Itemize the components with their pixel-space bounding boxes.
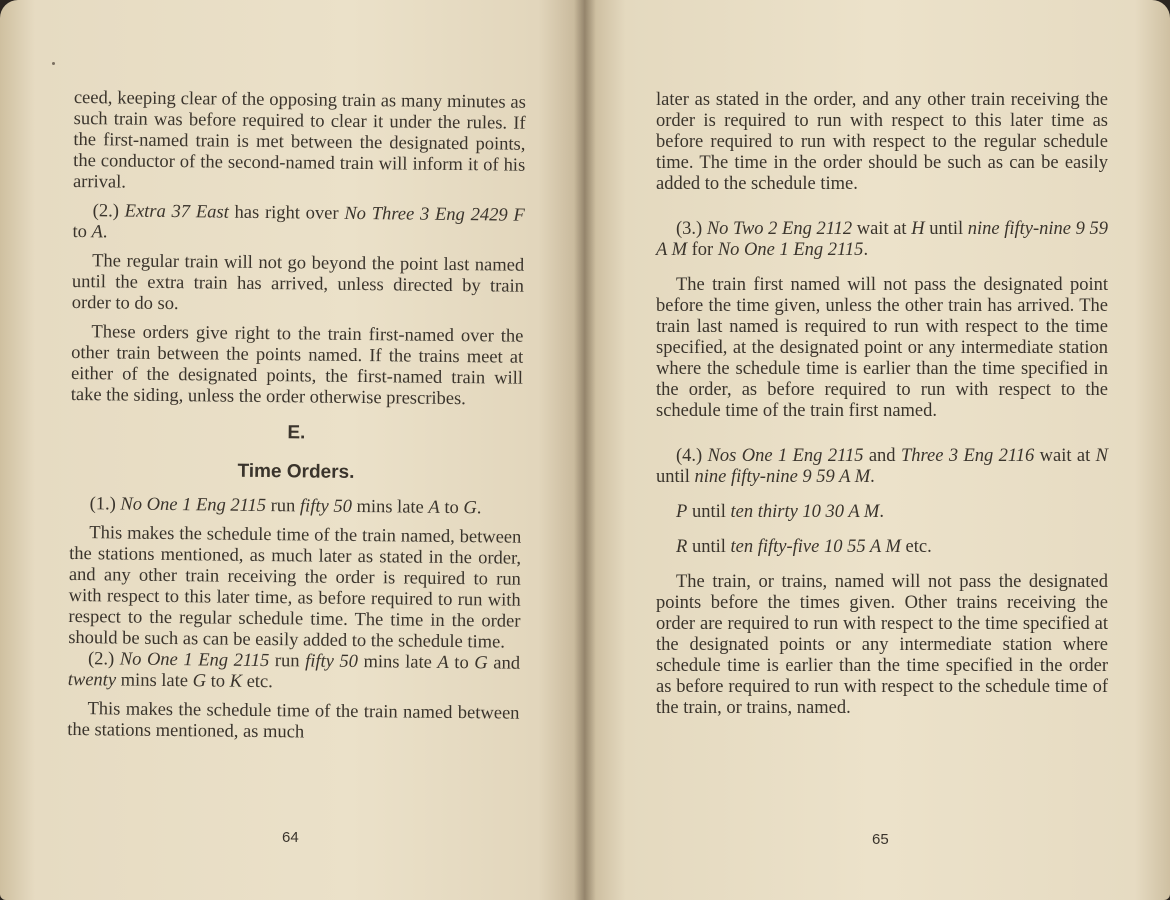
paragraph: later as stated in the order, and any other train receiving the order is required to run with respect to this later time as before required to run with respect to the regular schedule time. The time in the order should be such as can be easily added to the schedule time. <box>656 90 1108 194</box>
text-run: to <box>444 497 459 519</box>
text-run: until <box>691 502 726 522</box>
text-run: and <box>868 446 896 466</box>
text-run: run <box>270 496 296 517</box>
station-ref: A <box>428 497 440 518</box>
clause-number: (1.) <box>89 494 116 515</box>
paragraph-time-order-1 <box>70 494 522 520</box>
text-run: until <box>656 467 690 487</box>
text-run: until <box>691 537 726 557</box>
page-number: 64 <box>282 829 299 846</box>
section-title: Time Orders. <box>237 460 355 483</box>
paragraph-time-order-3 <box>656 219 1108 261</box>
text-run: mins late <box>356 496 424 518</box>
time-ref: nine fifty-nine 9 59 A M <box>656 219 1108 260</box>
speck <box>52 62 55 65</box>
station-ref: K <box>229 671 243 692</box>
clause-number: (2.) <box>92 201 120 222</box>
time-ref: fifty 50 <box>305 651 359 673</box>
paragraph: The regular train will not go beyond the point last named until the extra train has arrived, unless directed by train order to do so. <box>71 251 525 315</box>
text-run: for <box>691 240 714 260</box>
clause-number: (2.) <box>87 649 115 670</box>
left-page-text <box>67 88 526 746</box>
train-ref: No One 1 Eng 2115 <box>120 494 267 517</box>
train-ref: No One 1 Eng 2115 <box>717 240 864 260</box>
text-run: until <box>929 219 964 239</box>
paragraph: The train, or trains, named will not pass the designated points before the times given. Other trains receiving the order are required to run with respect to the time specified at the designated points or any intermediate station where schedule time is earlier than the time specified in the order as before required to run with respect to the schedule time of the train, or trains, named. <box>656 572 1108 718</box>
paragraph-time-order-2 <box>68 649 520 696</box>
train-ref: No One 1 Eng 2115 <box>119 649 270 672</box>
paragraph: The train first named will not pass the designated point before the time given, unless the other train has arrived. The train last named is required to run with respect to the time specified, at the designated point or any intermediate station where the schedule time is earlier than the time specified in the order, as before required to run with respect to the schedule time of the train first named. <box>656 275 1108 421</box>
paragraph: This makes the schedule time of the train named between the stations mentioned, as much <box>67 699 520 743</box>
clause-number: (3.) <box>676 219 703 239</box>
paragraph-time-order-4 <box>656 446 1108 488</box>
text-run: and <box>493 653 521 674</box>
text-run: has right over <box>234 202 339 224</box>
train-ref: Nos One 1 Eng 2115 <box>707 446 864 466</box>
punctuation: . <box>879 502 884 522</box>
punctuation: . <box>870 467 875 487</box>
paragraph: These orders give right to the train first-named over the other train between the points named. If the trains meet at either of the designated points, the first-named train will take the siding, unless the order otherwise prescribes. <box>70 322 524 410</box>
clause-number: (4.) <box>676 446 703 466</box>
text-run: wait at <box>856 219 907 239</box>
text-run: mins late <box>120 670 189 692</box>
punctuation: . <box>102 222 108 243</box>
station-ref: N <box>1095 446 1108 466</box>
station-ref: H <box>911 219 925 239</box>
time-ref: ten thirty 10 30 A M <box>730 502 880 522</box>
text-run: mins late <box>363 652 432 673</box>
train-ref: Extra 37 East <box>124 201 229 223</box>
train-ref: Three 3 Eng 2116 <box>900 446 1035 466</box>
paragraph: ceed, keeping clear of the opposing train as many minutes as such train was before required to clear it under the rules. If the first-named train is met between the designated points, the conductor of the second-named train will inform it of his arrival. <box>72 88 526 193</box>
station-ref: A <box>91 222 103 243</box>
punctuation: . <box>863 240 869 260</box>
station-ref: P <box>676 502 688 522</box>
station-ref: G <box>463 498 477 519</box>
paragraph-extra-order <box>72 201 524 248</box>
text-run: etc. <box>905 537 932 557</box>
book-gutter <box>574 0 596 900</box>
station-ref: G <box>474 653 488 674</box>
order-line-p <box>656 502 1108 523</box>
text-run: to <box>72 221 87 243</box>
text-run: to <box>210 671 226 692</box>
text-run: etc. <box>246 671 273 693</box>
punctuation: . <box>476 498 482 519</box>
station-ref: A <box>437 652 449 673</box>
text-run: wait at <box>1039 446 1091 466</box>
time-ref: ten fifty-five 10 55 A M <box>730 537 901 557</box>
time-ref: fifty 50 <box>299 496 352 517</box>
order-line-r <box>656 537 1108 558</box>
text-run: to <box>454 653 469 674</box>
train-ref: No Two 2 Eng 2112 <box>706 219 853 239</box>
page-number: 65 <box>872 831 889 848</box>
section-letter: E. <box>287 422 306 444</box>
station-ref: G <box>192 671 207 692</box>
right-page-text <box>656 90 1108 719</box>
right-page <box>585 0 1170 900</box>
train-ref: No Three 3 Eng 2429 F <box>344 203 525 226</box>
time-ref: nine fifty-nine 9 59 A M <box>694 467 871 487</box>
paragraph: This makes the schedule time of the train named, between the stations mentioned, as much later as stated in the order, and any other train receiving the order is required to run with respect to this later time, as before required to run with respect to the regular schedule time. The time in the order should be such as can be easily added to the schedule time. <box>68 523 522 653</box>
time-ref: twenty <box>67 669 117 691</box>
station-ref: R <box>676 537 688 557</box>
text-run: run <box>274 651 300 672</box>
